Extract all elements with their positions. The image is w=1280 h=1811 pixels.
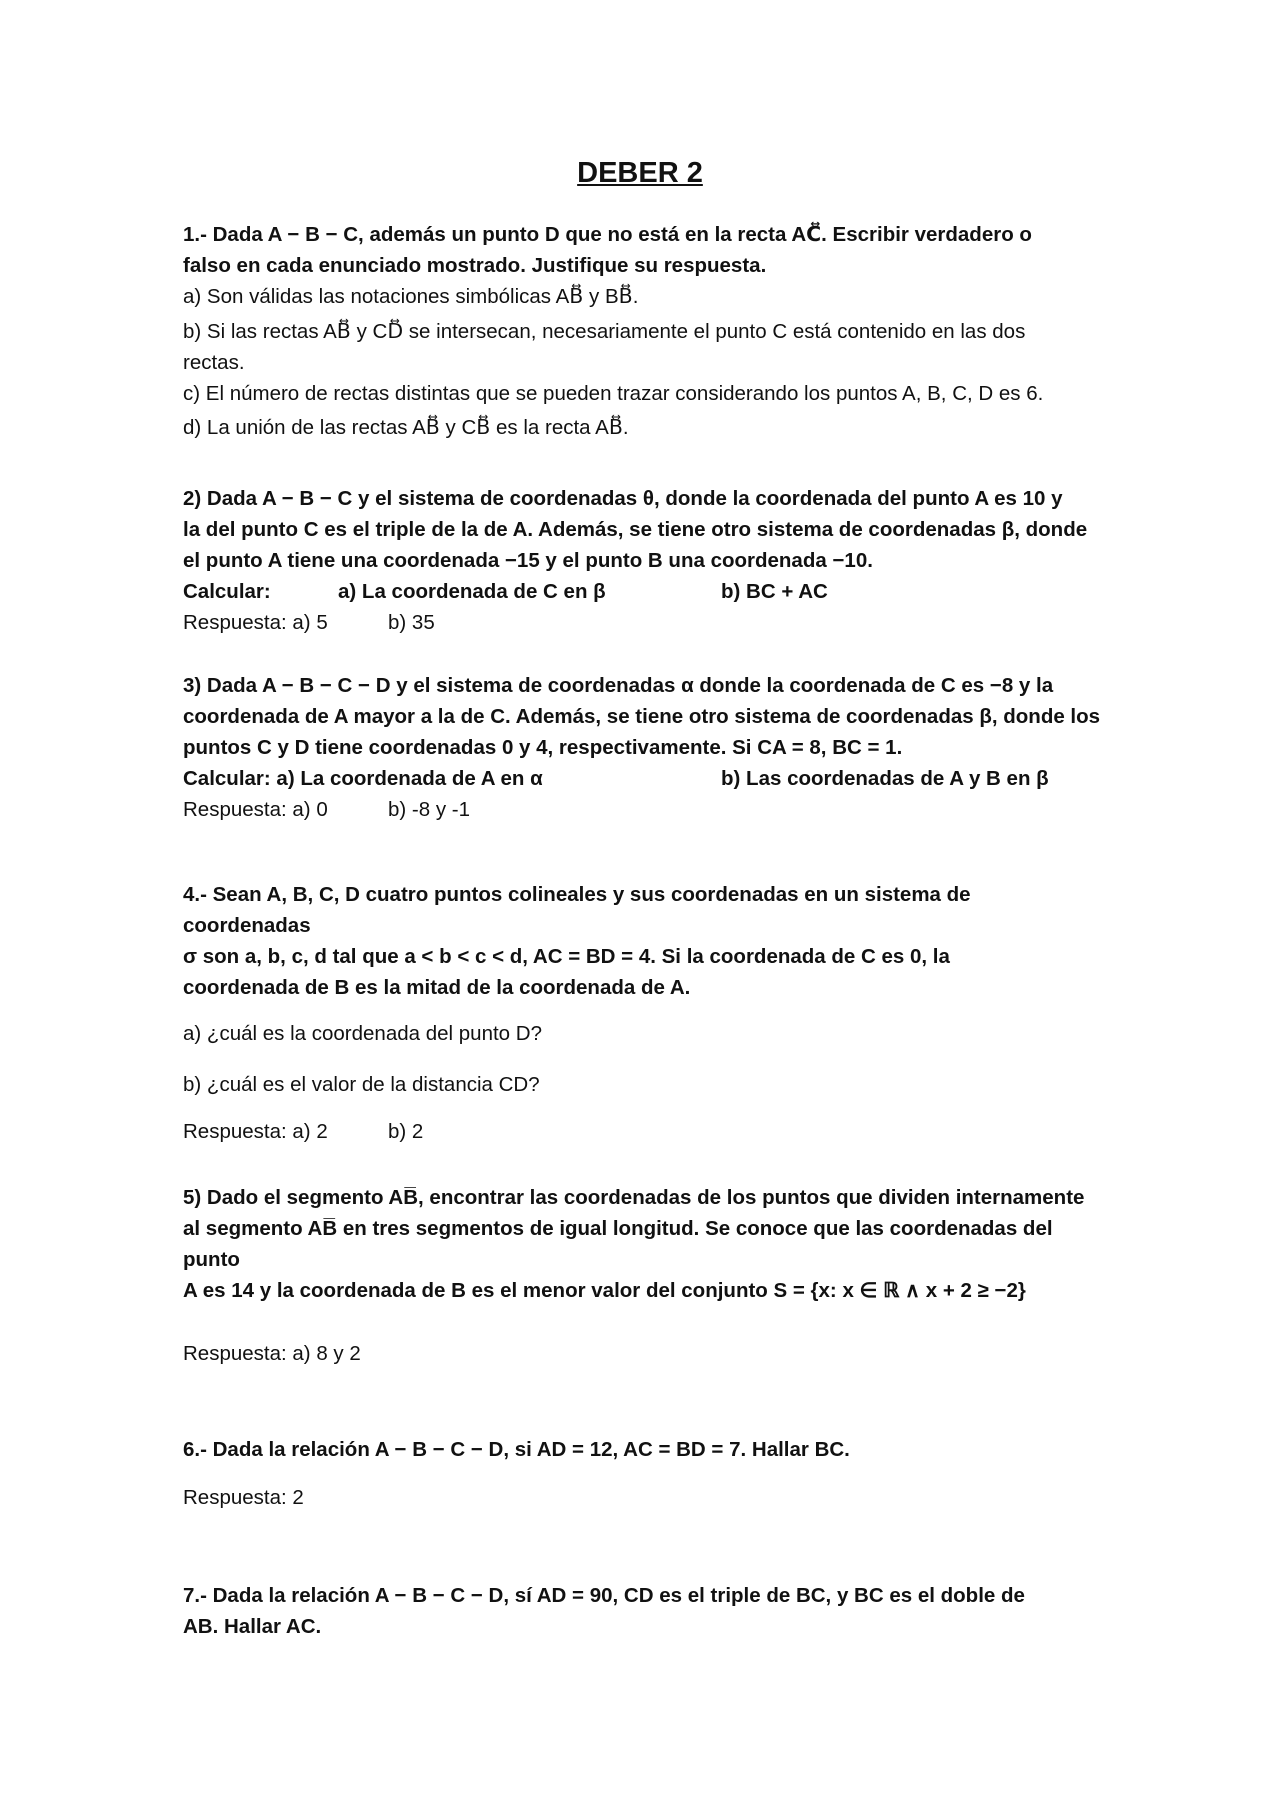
- problem-2: [183, 483, 1103, 638]
- problem-4: [183, 879, 1103, 1147]
- problem-1-line-1: 1.- Dada A − B − C, además un punto D que no está en la recta AC⃡. Escribir verdadero o: [183, 223, 1032, 246]
- problem-2-answer-a: Respuesta: a) 5: [183, 611, 328, 634]
- page-title: DEBER 2: [577, 157, 703, 189]
- problem-2-calc-a: a) La coordenada de C en β: [338, 580, 606, 603]
- problem-1-item-b-line-2: rectas.: [183, 351, 245, 374]
- problem-4-item-b: b) ¿cuál es el valor de la distancia CD?: [183, 1073, 540, 1096]
- problem-6: [183, 1434, 1103, 1513]
- problem-2-calc-label: Calcular:: [183, 580, 271, 603]
- problem-4-line-1: 4.- Sean A, B, C, D cuatro puntos colineales y sus coordenadas en un sistema de coordenadas: [183, 883, 971, 937]
- problem-2-line-2: la del punto C es el triple de la de A. Además, se tiene otro sistema de coordenadas β, donde: [183, 518, 1088, 541]
- problem-5: [183, 1182, 1103, 1369]
- problem-3-line-2: coordenada de A mayor a la de C. Además, se tiene otro sistema de coordenadas β, donde los: [183, 705, 1101, 728]
- problem-5-line-1: 5) Dado el segmento AB̅, encontrar las coordenadas de los puntos que dividen internamente: [183, 1186, 1085, 1209]
- problem-3-line-3: puntos C y D tiene coordenadas 0 y 4, respectivamente. Si CA = 8, BC = 1.: [183, 736, 903, 759]
- problem-2-line-1: 2) Dada A − B − C y el sistema de coordenadas θ, donde la coordenada del punto A es 10 y: [183, 487, 1063, 510]
- problem-4-answer-a: Respuesta: a) 2: [183, 1120, 328, 1143]
- problem-3-answer-row: [183, 794, 1103, 825]
- problem-1-line-2: falso en cada enunciado mostrado. Justifique su respuesta.: [183, 254, 767, 277]
- problem-2-calc-b: b) BC + AC: [721, 580, 828, 603]
- problem-1: [183, 219, 1103, 443]
- problem-5-answer: Respuesta: a) 8 y 2: [183, 1342, 361, 1365]
- problem-1-item-d: d) La unión de las rectas AB⃡ y CB⃡ es la recta AB⃡.: [183, 416, 629, 439]
- problem-4-answer-row: [183, 1116, 1103, 1147]
- problem-2-answer-b: b) 35: [388, 611, 435, 634]
- problem-7-line-2: AB. Hallar AC.: [183, 1615, 322, 1638]
- problem-4-line-3: coordenada de B es la mitad de la coordenada de A.: [183, 976, 691, 999]
- problem-6-line-1: 6.- Dada la relación A − B − C − D, si AD = 12, AC = BD = 7. Hallar BC.: [183, 1438, 850, 1461]
- problem-1-item-a: a) Son válidas las notaciones simbólicas AB⃡ y BB⃡.: [183, 285, 639, 308]
- problem-3-line-1: 3) Dada A − B − C − D y el sistema de coordenadas α donde la coordenada de C es −8 y la: [183, 674, 1054, 697]
- problem-7-line-1: 7.- Dada la relación A − B − C − D, sí AD = 90, CD es el triple de BC, y BC es el doble de: [183, 1584, 1025, 1607]
- problem-2-answer-row: [183, 607, 1103, 638]
- problem-3-answer-a: Respuesta: a) 0: [183, 798, 328, 821]
- problem-3-calc-b: b) Las coordenadas de A y B en β: [721, 767, 1049, 790]
- problem-5-line-2: al segmento AB̅ en tres segmentos de igual longitud. Se conoce que las coordenadas del punto: [183, 1217, 1053, 1271]
- problem-4-line-2: σ son a, b, c, d tal que a < b < c < d, AC = BD = 4. Si la coordenada de C es 0, la: [183, 945, 950, 968]
- problem-7: [183, 1580, 1103, 1642]
- problem-3-calc-a: Calcular: a) La coordenada de A en α: [183, 767, 543, 790]
- problem-4-answer-b: b) 2: [388, 1120, 424, 1143]
- problem-5-line-3: A es 14 y la coordenada de B es el menor valor del conjunto S = {x: x ∈ ℝ ∧ x + 2 ≥ −2}: [183, 1279, 1026, 1302]
- problem-4-item-a: a) ¿cuál es la coordenada del punto D?: [183, 1022, 542, 1045]
- problem-3-answer-b: b) -8 y -1: [388, 798, 471, 821]
- problem-6-answer: Respuesta: 2: [183, 1486, 304, 1509]
- problem-2-calc-row: [183, 576, 1103, 607]
- problem-2-line-3: el punto A tiene una coordenada −15 y el punto B una coordenada −10.: [183, 549, 873, 572]
- problem-1-item-b-line-1: b) Si las rectas AB⃡ y CD⃡ se intersecan, necesariamente el punto C está contenido en las dos: [183, 320, 1026, 343]
- problem-3: [183, 670, 1103, 825]
- problem-3-calc-row: [183, 763, 1103, 794]
- problem-1-item-c: c) El número de rectas distintas que se pueden trazar considerando los puntos A, B, C, D es 6.: [183, 382, 1044, 405]
